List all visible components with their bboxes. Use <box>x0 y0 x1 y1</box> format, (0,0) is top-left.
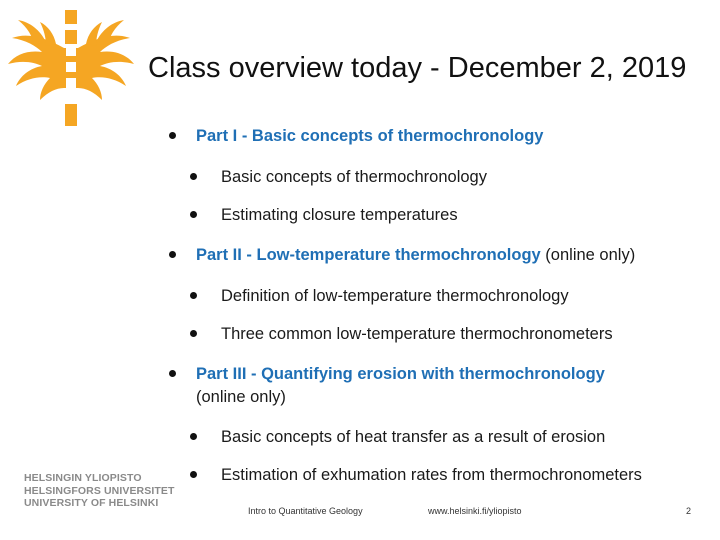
bullet-part-2-sub-1 <box>221 285 569 307</box>
footer-course: Intro to Quantitative Geology <box>248 506 363 516</box>
bullet-dot-icon <box>190 211 197 218</box>
part-3-note: (online only) <box>196 388 286 406</box>
bullet-part-3 <box>196 363 605 385</box>
bullet-part-1-sub-2 <box>221 204 458 226</box>
bullet-text: Basic concepts of thermochronology <box>221 168 487 186</box>
bullet-part-1 <box>196 125 543 147</box>
bullet-part-2-sub-2 <box>221 323 613 345</box>
university-name-en: UNIVERSITY OF HELSINKI <box>24 497 159 509</box>
bullet-text: Estimation of exhumation rates from thermochronometers <box>221 466 642 484</box>
bullet-dot-icon <box>190 471 197 478</box>
university-name-sv: HELSINGFORS UNIVERSITET <box>24 484 175 497</box>
bullet-dot-icon <box>169 370 176 377</box>
bullet-text: Estimating closure temperatures <box>221 206 458 224</box>
bullet-text: Basic concepts of heat transfer as a result of erosion <box>221 428 606 446</box>
bullet-dot-icon <box>190 292 197 299</box>
bullet-part-2 <box>196 244 635 266</box>
bullet-dot-icon <box>190 173 197 180</box>
part-1-heading: Part I - Basic concepts of thermochronology <box>196 127 544 145</box>
bullet-text: Three common low-temperature thermochronometers <box>221 325 613 343</box>
bullet-dot-icon <box>169 251 176 258</box>
bullet-part-3-sub-2 <box>221 464 642 486</box>
part-3-heading: Part III - Quantifying erosion with thermochronology <box>196 365 605 383</box>
footer-page-number: 2 <box>686 506 692 516</box>
university-name-fi: HELSINGIN YLIOPISTO <box>24 472 142 484</box>
bullet-dot-icon <box>190 433 197 440</box>
slide-title: Class overview today - December 2, 2019 <box>148 52 687 84</box>
part-2-note: (online only) <box>540 246 636 264</box>
bullet-part-3-sub-1 <box>221 426 605 448</box>
bullet-dot-icon <box>190 330 197 337</box>
bullet-text: Definition of low-temperature thermochronology <box>221 287 569 305</box>
footer-url[interactable]: www.helsinki.fi/yliopisto <box>428 506 522 516</box>
bullet-dot-icon <box>169 132 176 139</box>
part-2-heading: Part II - Low-temperature thermochronology <box>196 246 541 264</box>
university-name <box>24 472 174 510</box>
bullet-part-1-sub-1 <box>221 166 487 188</box>
